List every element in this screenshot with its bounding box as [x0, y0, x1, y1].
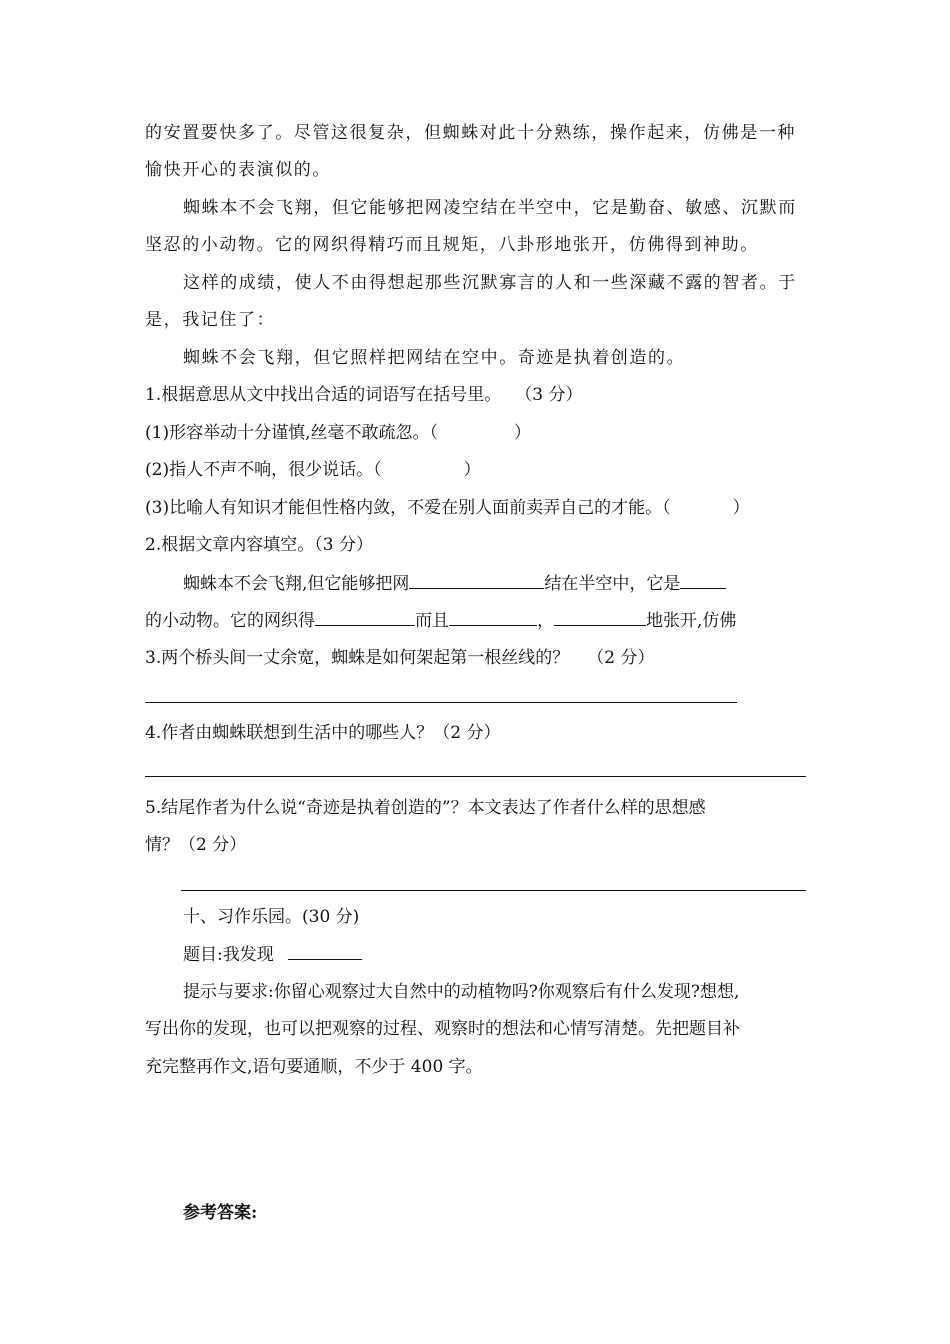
q1-item1-text: (1)形容举动十分谨慎,丝毫不敢疏忽。（: [145, 423, 438, 443]
q1-item2-close: ）: [463, 460, 481, 480]
answers-heading: 参考答案:: [183, 1203, 258, 1223]
passage-p2-line1: 蜘蛛本不会飞翔，但它能够把网凌空结在半空中，它是勤奋、敏感、沉默而: [183, 198, 797, 218]
q2-blank-4[interactable]: [449, 609, 537, 626]
q4-prompt: 4.作者由蜘蛛联想到生活中的哪些人？（2 分）: [145, 723, 501, 743]
passage-p3-line2: 是，我记住了：: [145, 310, 276, 330]
q1-item2-text: (2)指人不声不响，很少说话。（: [145, 460, 382, 480]
q5-prompt-line1: 5.结尾作者为什么说“奇迹是执着创造的”？本文表达了作者什么样的思想感: [145, 798, 706, 818]
q2-line2-text-a: 的小动物。它的网织得: [145, 611, 315, 631]
passage-p1-line2: 愉快开心的表演似的。: [145, 160, 331, 180]
q1-item3-text: (3)比喻人有知识才能但性格内敛，不爱在别人面前卖弄自己的才能。（: [145, 498, 671, 518]
passage-p2-line2: 坚忍的小动物。它的网织得精巧而且规矩，八卦形地张开，仿佛得到神助。: [145, 235, 759, 255]
q2-fill-line2: [145, 609, 736, 632]
q2-line2-text-b: 而且: [415, 611, 449, 631]
q2-blank-3[interactable]: [315, 609, 415, 626]
q2-line1-text-a: 蜘蛛本不会飞翔,但它能够把网: [183, 574, 410, 594]
q2-blank-1[interactable]: [409, 572, 544, 589]
composition-heading: 十、习作乐园。(30 分): [183, 907, 360, 927]
q1-prompt: [145, 384, 582, 406]
q1-prompt-text: 1.根据意思从文中找出合适的词语写在括号里。: [145, 385, 502, 405]
q3-answer-line[interactable]: [145, 702, 737, 703]
q5-answer-line[interactable]: [181, 890, 806, 891]
q2-blank-2[interactable]: [680, 572, 726, 589]
q1-score: （3 分）: [515, 385, 583, 405]
composition-requirements-line3: 充完整再作文,语句要通顺，不少于 400 字。: [145, 1057, 483, 1077]
q5-prompt-line2: 情？（2 分）: [145, 835, 247, 855]
passage-p3-line1: 这样的成绩，使人不由得想起那些沉默寡言的人和一些深藏不露的智者。于: [183, 273, 797, 293]
q2-line2-text-d: 地张开,仿佛: [646, 611, 737, 631]
q2-blank-5[interactable]: [554, 609, 646, 626]
composition-title: [183, 943, 362, 966]
composition-title-blank[interactable]: [288, 943, 362, 960]
passage-p1-line1: 的安置要快多了。尽管这很复杂，但蜘蛛对此十分熟练，操作起来，仿佛是一种: [145, 123, 796, 143]
q1-item1: [145, 422, 531, 444]
composition-requirements-line1: 提示与要求:你留心观察过大自然中的动植物吗?你观察后有什么发现?想想,: [183, 982, 740, 1002]
passage-p4-line1: 蜘蛛不会飞翔，但它照样把网结在空中。奇迹是执着创造的。: [183, 348, 686, 368]
q1-item1-close: ）: [513, 423, 531, 443]
composition-requirements-line2: 写出你的发现，也可以把观察的过程、观察时的想法和心情写清楚。先把题目补: [145, 1019, 740, 1039]
composition-title-label: 题目:我发现: [183, 945, 274, 965]
q2-prompt: 2.根据文章内容填空。（3 分）: [145, 535, 373, 555]
q1-item2: [145, 459, 481, 481]
q4-answer-line[interactable]: [145, 776, 806, 777]
q3-prompt-text: 3.两个桥头间一丈余宽，蜘蛛是如何架起第一根丝线的？: [145, 648, 570, 668]
q1-item3: [145, 497, 750, 519]
q2-line1-text-b: 结在半空中，它是: [544, 574, 681, 594]
q1-item3-close: ）: [732, 498, 750, 518]
q3-score: （2 分）: [587, 648, 655, 668]
q3-prompt: [145, 647, 654, 669]
q2-line2-text-c: ，: [537, 611, 554, 631]
q2-fill-line1: [183, 572, 726, 595]
